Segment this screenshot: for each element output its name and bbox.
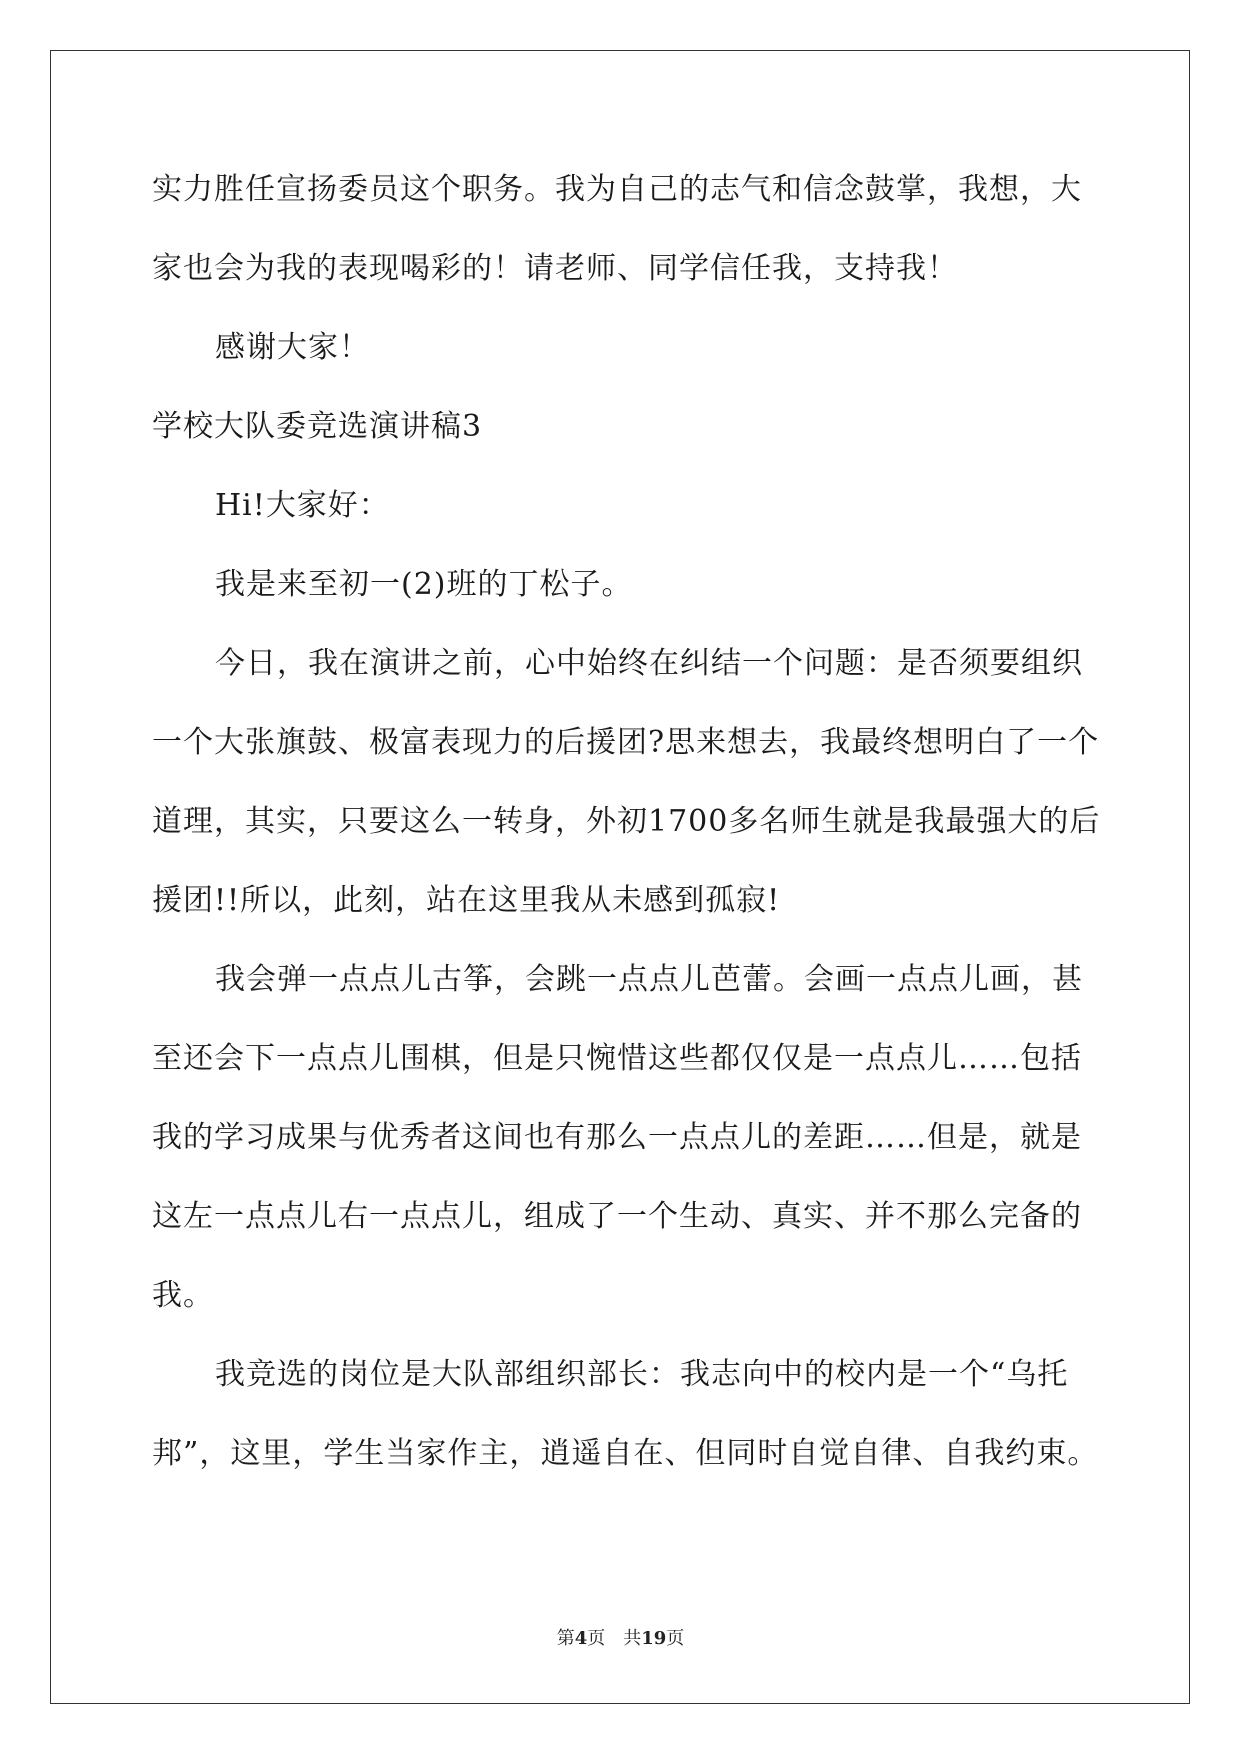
text-line: 家也会为我的表现喝彩的！请老师、同学信任我，支持我！	[152, 251, 958, 286]
text-line: 我。	[152, 1278, 214, 1313]
text-line: 一个大张旗鼓、极富表现力的后援团?思来想去，我最终想明白了一个	[152, 725, 1100, 760]
current-page-number: 4	[574, 1628, 588, 1649]
total-pages-number: 19	[641, 1628, 667, 1649]
text-line: 我是来至初一(2)班的丁松子。	[215, 567, 633, 602]
text-line: 感谢大家！	[215, 330, 370, 365]
footer-prefix: 第	[556, 1628, 575, 1649]
text-line: 今日，我在演讲之前，心中始终在纠结一个问题：是否须要组织	[215, 646, 1083, 681]
text-line: 我的学习成果与优秀者这间也有那么一点点儿的差距……但是，就是	[152, 1120, 1082, 1155]
footer-total-prefix: 共	[623, 1628, 642, 1649]
text-line: 我会弹一点点儿古筝，会跳一点点儿芭蕾。会画一点点儿画，甚	[215, 962, 1083, 997]
text-line: 邦”，这里，学生当家作主，逍遥自在、但同时自觉自律、自我约束。	[152, 1436, 1099, 1471]
text-line: 实力胜任宣扬委员这个职务。我为自己的志气和信念鼓掌，我想，大	[152, 172, 1082, 207]
text-line: Hi!大家好：	[215, 488, 390, 523]
text-line: 至还会下一点点儿围棋，但是只惋惜这些都仅仅是一点点儿……包括	[152, 1041, 1082, 1076]
text-line: 我竞选的岗位是大队部组织部长：我志向中的校内是一个“乌托	[215, 1357, 1069, 1392]
page-footer	[0, 1628, 1241, 1650]
section-heading: 学校大队委竞选演讲稿3	[152, 409, 483, 444]
text-line: 道理，其实，只要这么一转身，外初1700多名师生就是我最强大的后	[152, 804, 1101, 839]
footer-page-suffix: 页	[587, 1628, 606, 1649]
text-line: 援团!!所以，此刻，站在这里我从未感到孤寂!	[152, 883, 781, 918]
footer-total-suffix: 页	[666, 1628, 685, 1649]
text-line: 这左一点点儿右一点点儿，组成了一个生动、真实、并不那么完备的	[152, 1199, 1082, 1234]
